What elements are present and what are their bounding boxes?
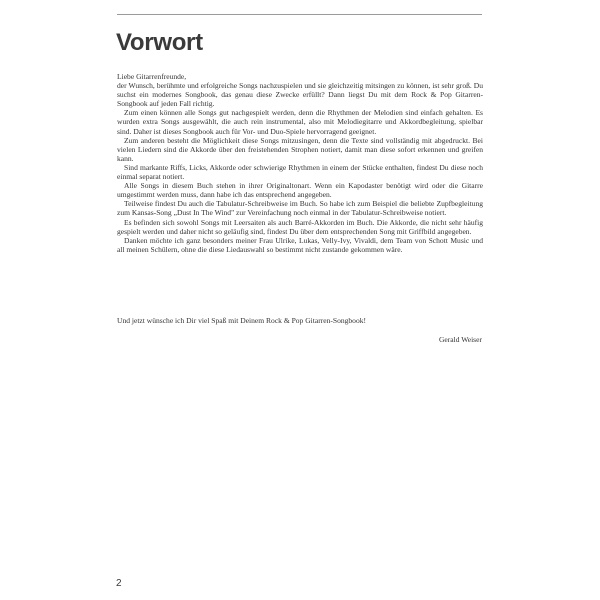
author-signature: Gerald Weiser [438, 335, 482, 344]
paragraph: Danken möchte ich ganz besonders meiner Frau Ulrike, Lukas, Velly-Ivy, Vivaldi, dem Team von Schott Music und all meinen Schülern, ohne die diese Liedauswahl so bestimmt nicht zustande gekommen wäre. [117, 235, 483, 254]
page-title: Vorwort [116, 29, 203, 56]
top-rule [117, 14, 482, 15]
paragraph: der Wunsch, berühmte und erfolgreiche Songs nachzuspielen und sie gleichzeitig mitsingen zu können, ist sehr groß. Du suchst ein modernes Songbook, das genau diese Zwecke erfüllt? Dann liegst Du mit dem Rock & Pop Gitarren-Songbook auf jeden Fall richtig. [117, 81, 483, 109]
page-number: 2 [116, 578, 122, 589]
greeting: Liebe Gitarrenfreunde, [117, 72, 187, 81]
paragraph: Alle Songs in diesem Buch stehen in ihrer Originaltonart. Wenn ein Kapodaster benötigt wird oder die Gitarre umgestimmt werden muss, dann habe ich das entsprechend angegeben. [117, 181, 483, 200]
foreword-body [117, 72, 483, 254]
closing-line: Und jetzt wünsche ich Dir viel Spaß mit Deinem Rock & Pop Gitarren-Songbook! [117, 316, 367, 325]
paragraph: Es befinden sich sowohl Songs mit Leersaiten als auch Barré-Akkorden im Buch. Die Akkorde, die nicht sehr häufig gespielt werden und daher nicht so geläufig sind, findest Du über dem entsprechenden Song mit Griffbild angegeben. [117, 217, 483, 236]
paragraph: Zum einen können alle Songs gut nachgespielt werden, denn die Rhythmen der Melodien sind einfach gehalten. Es wurden extra Songs ausgewählt, die auch rein instrumental, also mit Melodiegitarre und Akkordbegleitung, spielbar sind. Daher ist dieses Songbook auch für Vor- und Duo-Spiele hervorragend geeignet. [117, 108, 483, 136]
paragraph: Teilweise findest Du auch die Tabulatur-Schreibweise im Buch. So habe ich zum Beispiel die beliebte Zupfbegleitung zum Kansas-Song „Dust In The Wind" zur Vereinfachung noch einmal in der Tabulatur-Schreibweise notiert. [117, 199, 483, 218]
paragraph: Zum anderen besteht die Möglichkeit diese Songs mitzusingen, denn die Texte sind vollständig mit abgedruckt. Bei vielen Liedern sind die Akkorde über den freistehenden Strophen notiert, damit man diese sofort erkennen und greifen kann. [117, 135, 483, 163]
paragraph: Sind markante Riffs, Licks, Akkorde oder schwierige Rhythmen in einem der Stücke enthalten, findest Du diese noch einmal separat notiert. [117, 162, 483, 182]
